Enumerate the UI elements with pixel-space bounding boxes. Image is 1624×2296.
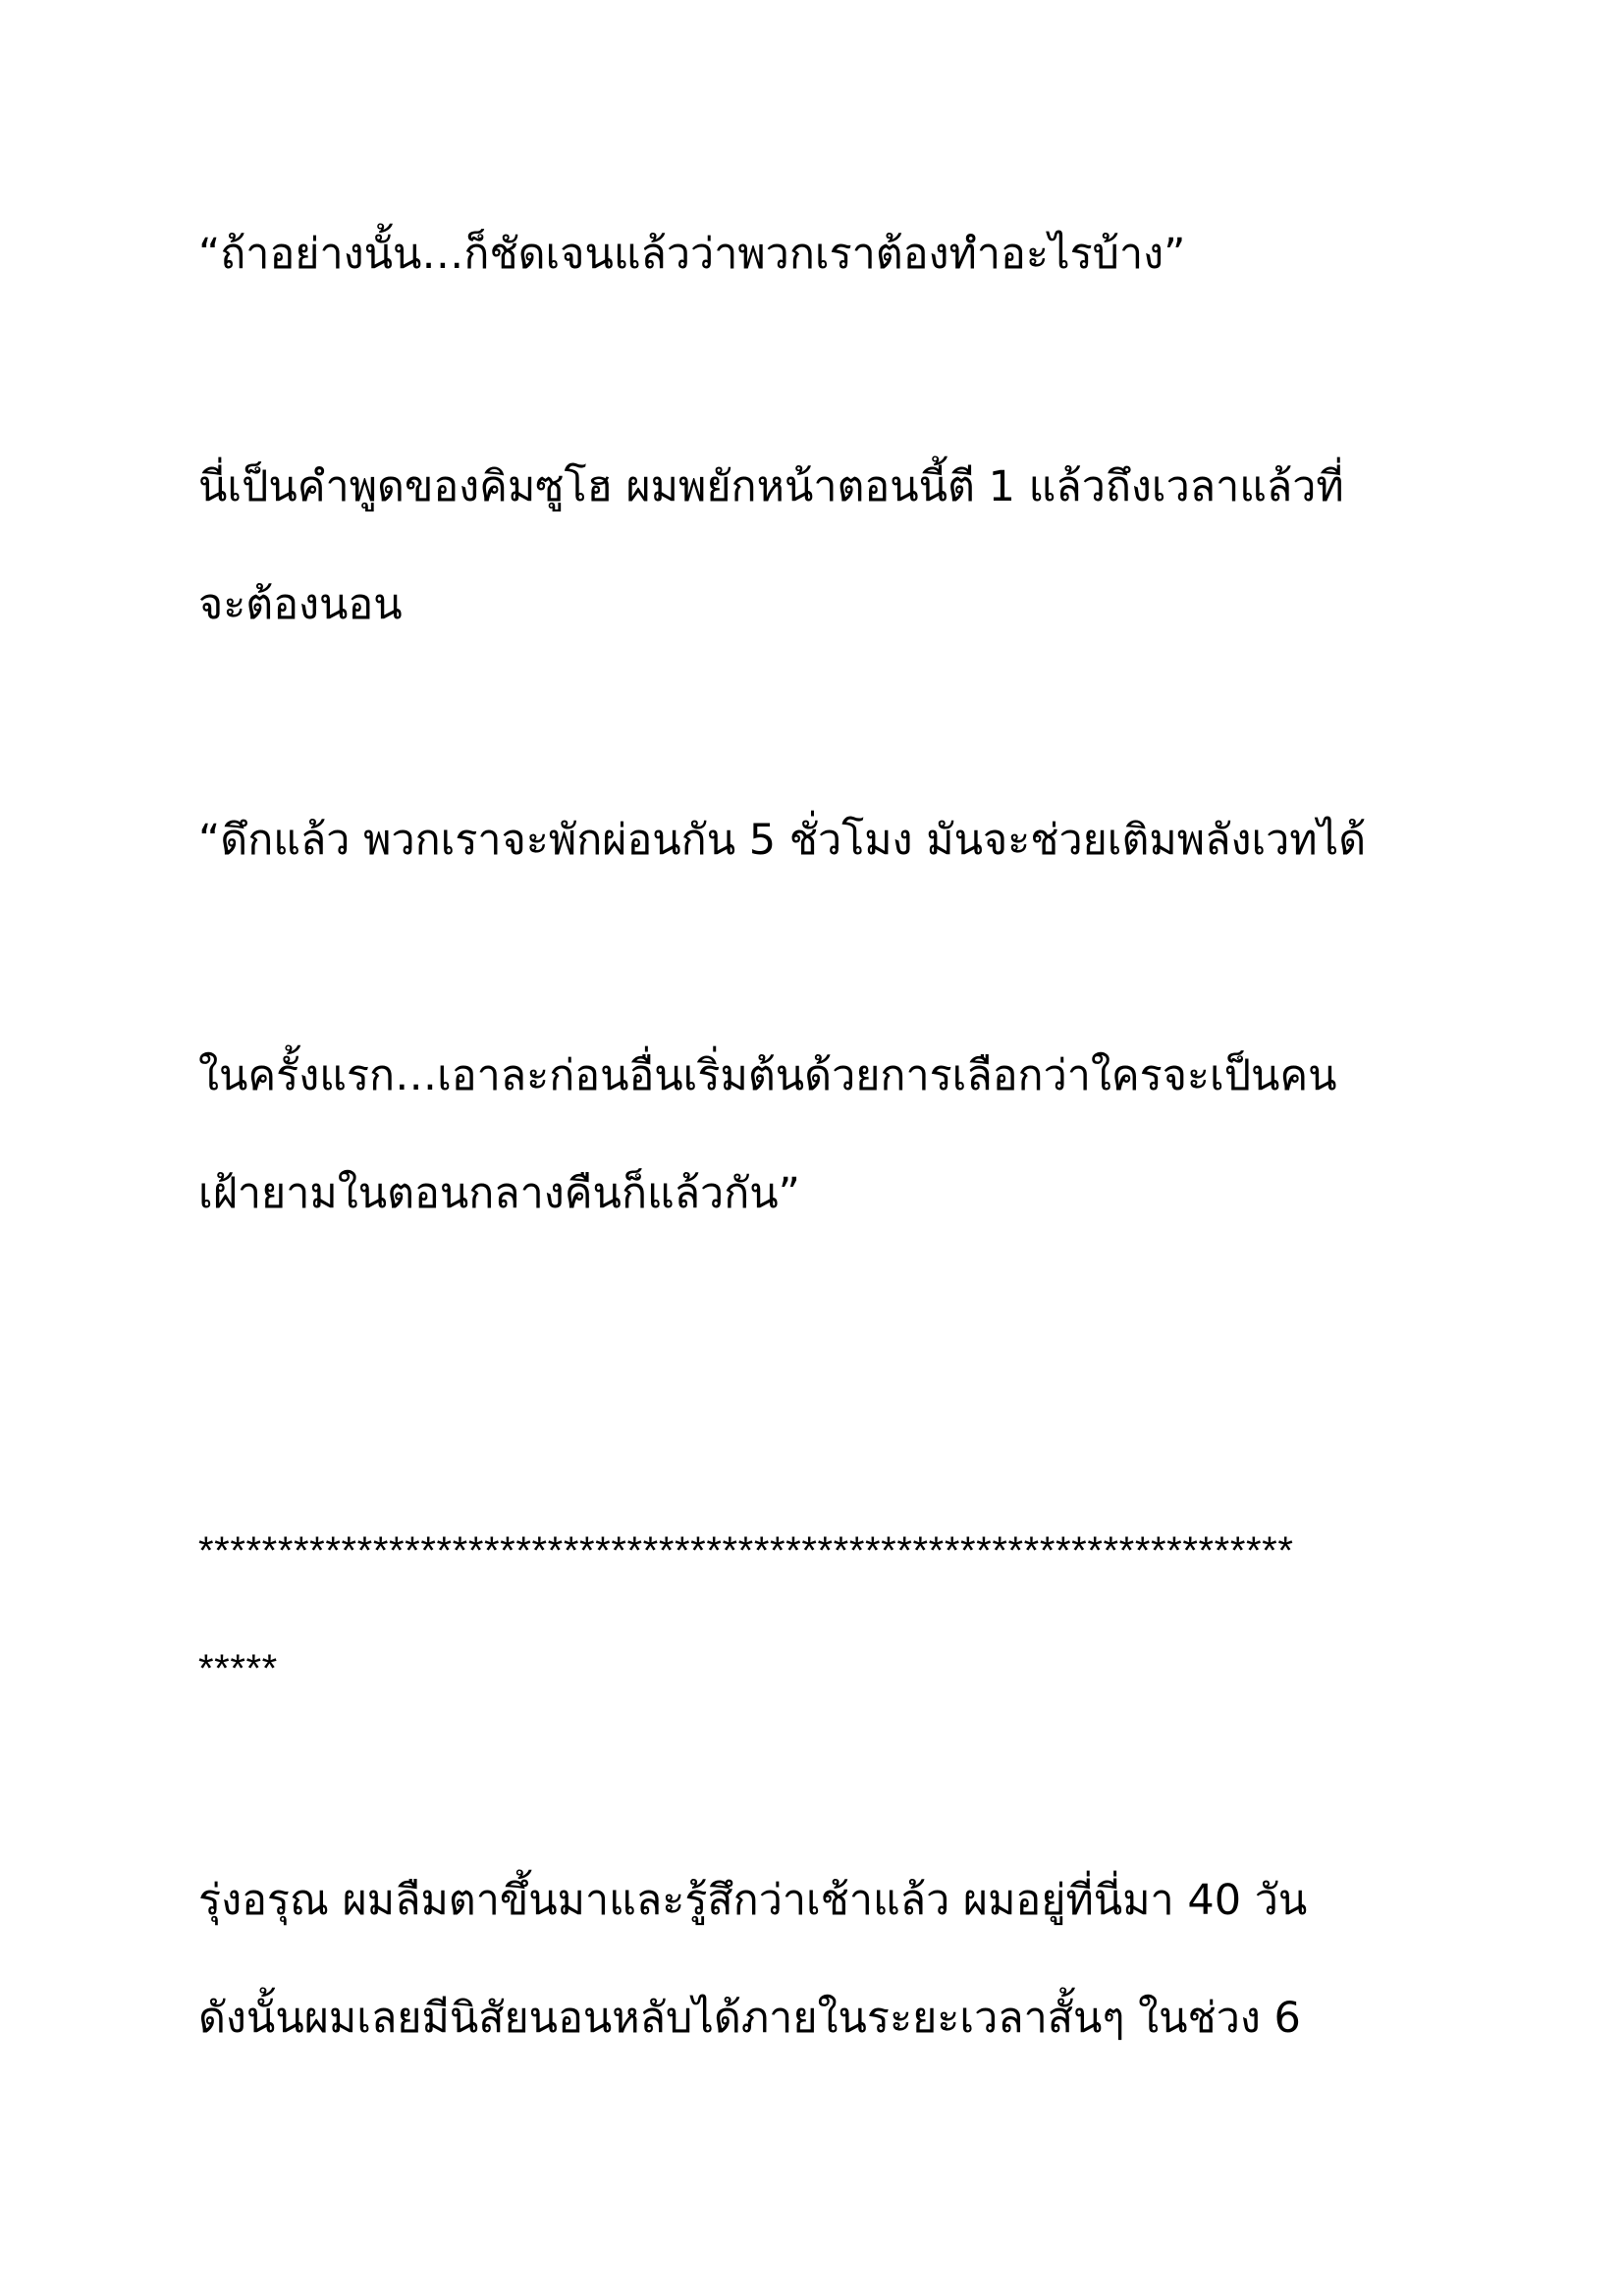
paragraph-5-line-2: ดังนั้นผมเลยมีนิสัยนอนหลับได้ภายในระยะเวลาสั้นๆ ในช่วง 6	[198, 1994, 1301, 2043]
paragraph-3-line-1: “ดึกแล้ว พวกเราจะพักผ่อนกัน 5 ชั่วโมง มันจะช่วยเติมพลังเวทได้	[198, 816, 1367, 865]
paragraph-2-line-2: จะต้องนอน	[198, 580, 403, 629]
paragraph-1-line-1: “ถ้าอย่างนั้น…ก็ชัดเจนแล้วว่าพวกเราต้องทำอะไรบ้าง”	[198, 230, 1186, 279]
paragraph-5-line-1: รุ่งอรุณ ผมลืมตาขึ้นมาและรู้สึกว่าเช้าแล้ว ผมอยู่ที่นี่มา 40 วัน	[198, 1876, 1308, 1925]
paragraph-4-line-1: ในครั้งแรก…เอาละก่อนอื่นเริ่มต้นด้วยการเลือกว่าใครจะเป็นคน	[198, 1051, 1337, 1100]
paragraph-2-line-1: นี่เป็นคำพูดของคิมซูโฮ ผมพยักหน้าตอนนี้ตี 1 แล้วถึงเวลาแล้วที่	[198, 462, 1344, 511]
section-divider-line-2: *****	[198, 1647, 278, 1690]
section-divider-line-1: *********************************************************************	[198, 1529, 1294, 1573]
paragraph-4-line-2: เฝ้ายามในตอนกลางคืนก็แล้วกัน”	[198, 1169, 800, 1218]
